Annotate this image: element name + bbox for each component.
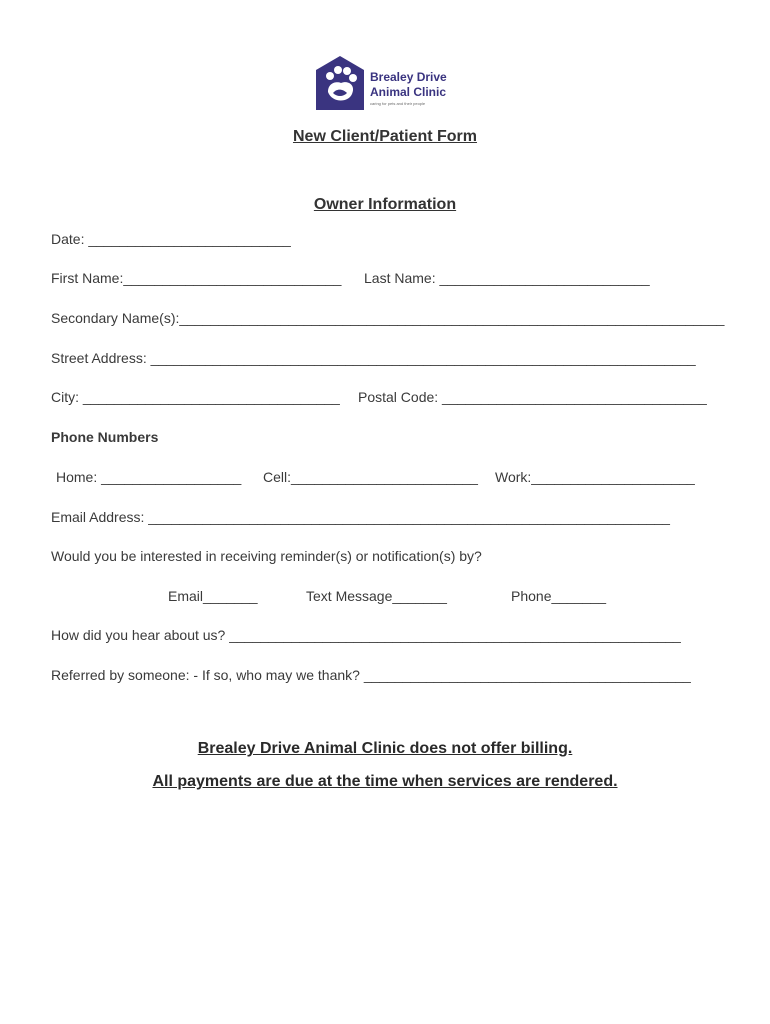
clinic-logo — [316, 56, 456, 110]
form-title: New Client/Patient Form — [292, 128, 478, 145]
payment-notice: All payments are due at the time when services are rendered. — [152, 773, 618, 790]
hear-about-us-field[interactable]: How did you hear about us? __________________________________________________________ — [51, 627, 681, 643]
logo-tagline: caring for pets and their people — [370, 101, 426, 106]
logo-name-line2: Animal Clinic — [370, 85, 447, 99]
reminder-question: Would you be interested in receiving reminder(s) or notification(s) by? — [51, 548, 482, 564]
city-field[interactable]: City: _________________________________ — [51, 389, 340, 405]
street-address-field[interactable]: Street Address: ______________________________________________________________________ — [51, 350, 696, 366]
date-field[interactable]: Date: __________________________ — [51, 231, 291, 247]
reminder-phone-option[interactable]: Phone_______ — [511, 588, 606, 604]
owner-information-heading: Owner Information — [313, 196, 457, 213]
postal-code-field[interactable]: Postal Code: __________________________________ — [358, 389, 707, 405]
last-name-field[interactable]: Last Name: ___________________________ — [364, 270, 650, 286]
logo-name-line1: Brealey Drive — [370, 70, 447, 84]
home-phone-field[interactable]: Home: __________________ — [56, 469, 242, 485]
cell-phone-field[interactable]: Cell:________________________ — [263, 469, 478, 485]
reminder-email-option[interactable]: Email_______ — [168, 588, 258, 604]
email-address-field[interactable]: Email Address: ___________________________________________________________________ — [51, 509, 670, 525]
first-name-field[interactable]: First Name:____________________________ — [51, 270, 342, 286]
referred-by-field[interactable]: Referred by someone: - If so, who may we thank? __________________________________________ — [51, 667, 691, 683]
phone-numbers-heading: Phone Numbers — [51, 429, 159, 445]
reminder-text-option[interactable]: Text Message_______ — [306, 588, 447, 604]
secondary-names-field[interactable]: Secondary Name(s):______________________________________________________________________ — [51, 310, 725, 326]
work-phone-field[interactable]: Work:_____________________ — [495, 469, 695, 485]
paw-house-icon — [316, 56, 364, 110]
billing-notice: Brealey Drive Animal Clinic does not offer billing. — [197, 740, 573, 757]
